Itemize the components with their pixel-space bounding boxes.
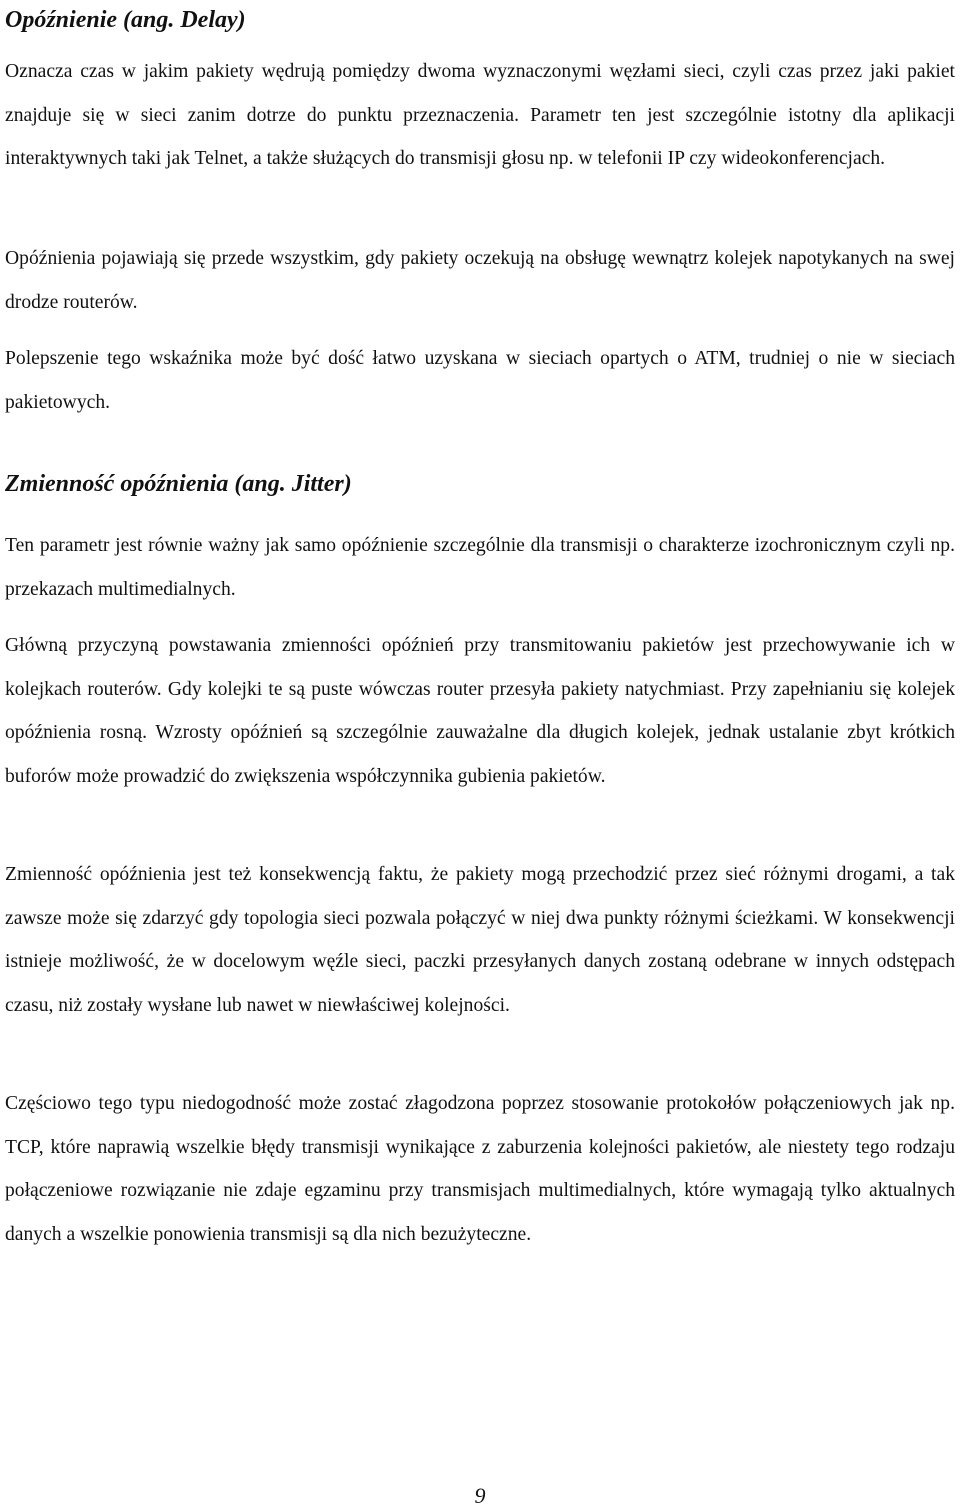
paragraph-delay-definition: Oznacza czas w jakim pakiety wędrują pomiędzy dwoma wyznaczonymi węzłami sieci, czyli czas przez jaki pakiet znajduje się w sieci zanim dotrze do punktu przeznaczenia. Parametr ten jest szczególnie istotny dla aplikacji interaktywnych taki jak Telnet, a także służących do transmisji głosu np. w telefonii IP czy wideokonferencjach. bbox=[5, 61, 955, 170]
paragraph-jitter-importance: Ten parametr jest równie ważny jak samo opóźnienie szczególnie dla transmisji o charakterze izochronicznym czyli np. przekazach multimedialnych. bbox=[5, 535, 955, 600]
paragraph-delay-causes: Opóźnienia pojawiają się przede wszystkim, gdy pakiety oczekują na obsługę wewnątrz kolejek napotykanych na swej drodze routerów. bbox=[5, 248, 955, 313]
paragraph-delay-improvement: Polepszenie tego wskaźnika może być dość łatwo uzyskana w sieciach opartych o ATM, trudniej o nie w sieciach pakietowych. bbox=[5, 348, 955, 413]
paragraph-jitter-main-cause: Główną przyczyną powstawania zmienności opóźnień przy transmitowaniu pakietów jest przechowywanie ich w kolejkach routerów. Gdy kolejki te są puste wówczas router przesyła pakiety natychmiast. Przy zapełnianiu się kolejek opóźnienia rosną. Wzrosty opóźnień są szczególnie zauważalne dla długich kolejek, jednak ustalanie zbyt krótkich buforów może prowadzić do zwiększenia współczynnika gubienia pakietów. bbox=[5, 635, 955, 787]
page-number: 9 bbox=[474, 1483, 486, 1508]
paragraph-jitter-routing: Zmienność opóźnienia jest też konsekwencją faktu, że pakiety mogą przechodzić przez sieć różnymi drogami, a tak zawsze może się zdarzyć gdy topologia sieci pozwala połączyć w niej dwa punkty różnymi ścieżkami. W konsekwencji istnieje możliwość, że w docelowym węźle sieci, paczki przesyłanych danych zostaną odebrane w innych odstępach czasu, niż zostały wysłane lub nawet w niewłaściwej kolejności. bbox=[5, 864, 955, 1016]
paragraph-jitter-mitigation: Częściowo tego typu niedogodność może zostać złagodzona poprzez stosowanie protokołów połączeniowych jak np. TCP, które naprawią wszelkie błędy transmisji wynikające z zaburzenia kolejności pakietów, ale niestety tego rodzaju połączeniowe rozwiązanie nie zdaje egzaminu przy transmisjach multimedialnych, które wymagają tylko aktualnych danych a wszelkie ponowienia transmisji są dla nich bezużyteczne. bbox=[5, 1093, 955, 1245]
section-heading-jitter: Zmienność opóźnienia (ang. Jitter) bbox=[5, 471, 352, 497]
section-heading-delay: Opóźnienie (ang. Delay) bbox=[5, 7, 246, 33]
